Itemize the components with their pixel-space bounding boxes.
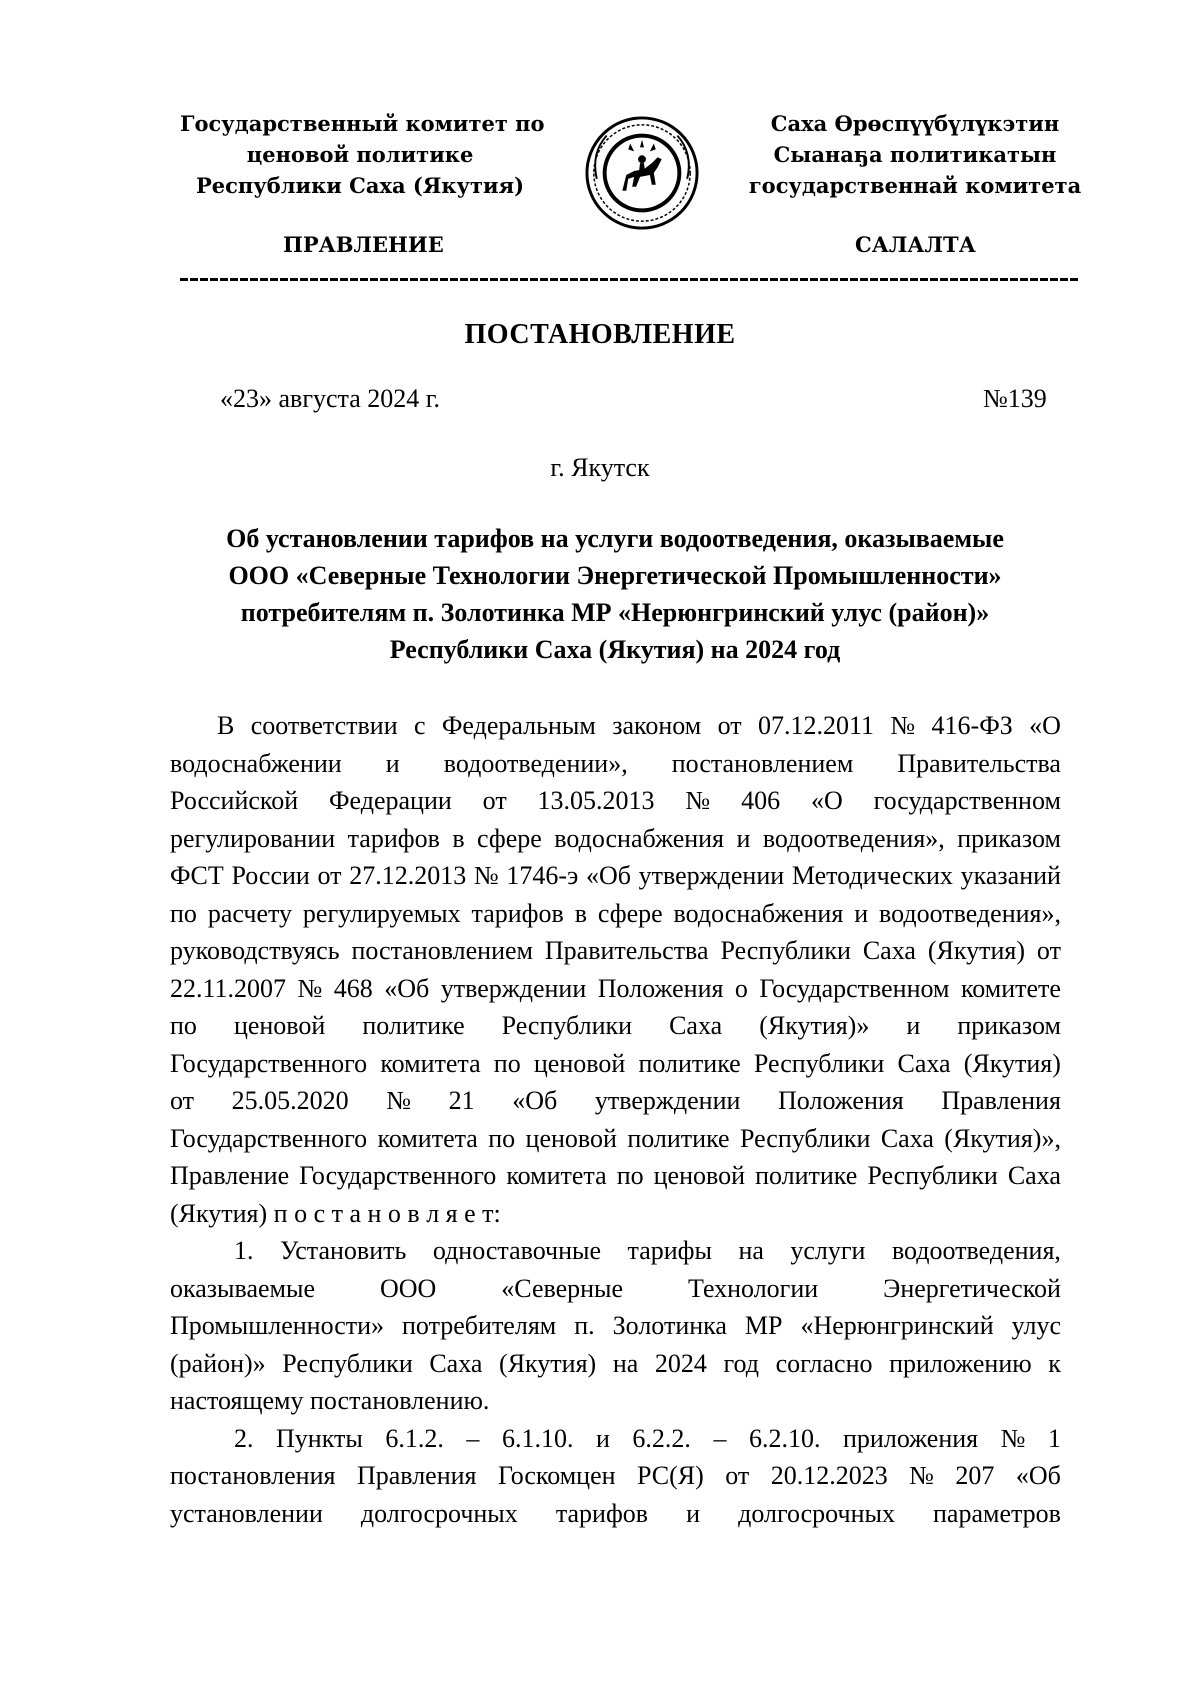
body-word: тарифов [555, 1498, 649, 1528]
body-word: Государственном [759, 973, 950, 1003]
body-word: сфере [597, 898, 663, 928]
body-word: (Якутия) [963, 1048, 1061, 1078]
body-word: год [723, 1348, 760, 1378]
document-city: г. Якутск [550, 453, 650, 482]
body-word: согласно [775, 1348, 873, 1378]
body-word: 468 [333, 973, 373, 1003]
body-word: (Якутия) п о с т а н о в л я е т: [170, 1198, 501, 1228]
body-word: № [297, 973, 323, 1003]
body-word: – [466, 1423, 480, 1453]
body-word: комитете [960, 973, 1061, 1003]
body-word: параметров [933, 1498, 1061, 1528]
body-word: Федеральным [441, 711, 596, 740]
body-word: в [574, 898, 587, 928]
body-word: указаний [960, 861, 1061, 890]
subject-line: потребителям п. Золотинка МР «Нерюнгринский улус (район)» [240, 598, 990, 627]
body-word: постановления [170, 1461, 336, 1490]
coat-of-arms-icon [583, 114, 701, 232]
document-type-title: ПОСТАНОВЛЕНИЕ [464, 319, 736, 350]
document-body [170, 707, 1061, 1532]
body-word: Энергетической [883, 1273, 1061, 1303]
body-word: по [170, 898, 197, 928]
body-line [170, 1232, 1061, 1270]
body-word: комитета [380, 1048, 481, 1078]
body-word: Пункты [276, 1423, 363, 1453]
body-word: приказом [957, 823, 1061, 853]
body-word: 20.12.2023 [770, 1461, 888, 1490]
body-word: 27.12.2013 [349, 861, 467, 890]
body-word: и [385, 748, 400, 778]
body-word: по [616, 1161, 644, 1190]
body-word: политике [627, 1123, 730, 1153]
body-word: Саха [1007, 1161, 1061, 1190]
body-word: «Об [585, 861, 631, 890]
body-line [170, 1195, 1061, 1233]
body-word: от [170, 1086, 195, 1115]
body-word: 21 [448, 1086, 475, 1115]
body-word: государственном [873, 786, 1061, 815]
issuer-line: Сыанаҕа политикатын [773, 142, 1057, 167]
body-word: 2. [234, 1423, 254, 1453]
body-word: п. [574, 1311, 595, 1340]
body-word: установлении [170, 1498, 323, 1528]
body-word: Правление [170, 1161, 290, 1190]
body-word: 1 [1048, 1423, 1061, 1453]
body-word: с [413, 711, 426, 740]
body-word: (район)» [170, 1348, 266, 1378]
body-word: политике [755, 1161, 858, 1190]
body-word: водоснабжения [554, 823, 725, 853]
body-word: комитета [377, 1123, 478, 1153]
body-word: России [231, 861, 310, 890]
body-word: В [217, 711, 235, 740]
body-word: Республики [501, 1011, 633, 1040]
body-word: Республики [720, 936, 851, 965]
body-word: «Нерюнгринский [800, 1311, 994, 1340]
body-word: – [713, 1423, 727, 1453]
body-word: 207 [955, 1461, 995, 1490]
body-word: МР [744, 1311, 783, 1340]
body-word: и [854, 898, 869, 928]
board-label-sakha: САЛАЛТА [855, 232, 976, 257]
body-line [170, 895, 1061, 933]
body-word: ценовой [533, 1048, 626, 1078]
body-line [170, 857, 1061, 895]
body-word: «О [810, 786, 843, 815]
body-line [170, 1307, 1061, 1345]
body-word: «О [1029, 711, 1061, 740]
body-word: улус [1011, 1311, 1061, 1340]
body-word: Республики [753, 1048, 885, 1078]
body-line [170, 1007, 1061, 1045]
body-word: регулируемых [302, 898, 461, 928]
body-word: 1746-э [506, 861, 579, 890]
body-word: 406 [741, 786, 781, 815]
body-word: Республики [867, 1161, 998, 1190]
body-word: Республики [739, 1123, 871, 1153]
body-word: 6.2.10. [748, 1423, 821, 1453]
body-word: Технологии [688, 1273, 819, 1303]
body-word: от [725, 1461, 750, 1490]
body-word: утверждении [440, 973, 587, 1003]
body-word: «Об [1015, 1461, 1061, 1490]
body-word: тарифов [471, 898, 564, 928]
document-date: «23» августа 2024 г. [220, 384, 440, 413]
body-word: водоотведения», [762, 823, 945, 853]
body-word: и [595, 1423, 610, 1453]
body-word: долгосрочных [360, 1498, 518, 1528]
body-word: (Якутия) [499, 1348, 597, 1378]
body-word: № [473, 861, 499, 890]
body-word: Правительства [897, 748, 1061, 778]
body-word: Золотинка [612, 1311, 727, 1340]
issuer-line: Государственный комитет по [180, 111, 545, 136]
body-word: 2024 [654, 1348, 707, 1378]
body-word: Саха [429, 1348, 483, 1378]
subject-line: ООО «Северные Технологии Энергетической Промышленности» [228, 561, 1002, 590]
body-line [170, 1157, 1061, 1195]
body-word: Республики [282, 1348, 413, 1378]
body-word: и [686, 1498, 701, 1528]
body-word: на [612, 1348, 639, 1378]
body-word: водоотведения», [879, 898, 1061, 928]
issuer-name-sakha [735, 108, 1095, 201]
body-line [170, 970, 1061, 1008]
body-word: Установить [279, 1236, 407, 1265]
body-line [170, 1082, 1061, 1120]
body-word: от [1036, 936, 1061, 965]
body-word: к [1048, 1348, 1061, 1378]
document-subject [170, 520, 1060, 668]
body-word: ценовой [653, 1161, 746, 1190]
body-word: тарифы [627, 1236, 712, 1265]
body-word: 6.1.2. [385, 1423, 444, 1453]
body-word: утверждении [638, 861, 785, 890]
subject-line: Республики Саха (Якутия) на 2024 год [389, 635, 841, 664]
body-word: в [452, 823, 465, 853]
body-word: регулировании [170, 823, 336, 853]
body-word: № [909, 1461, 934, 1490]
body-word: ООО [379, 1273, 437, 1303]
issuer-line: государственнай комитета [748, 173, 1082, 198]
body-word: по [493, 1048, 521, 1078]
body-word: 22.11.2007 [170, 973, 287, 1003]
body-word: оказываемые [170, 1273, 315, 1303]
body-word: и [906, 1011, 921, 1040]
header-divider [180, 278, 1080, 281]
body-line [170, 1495, 1061, 1533]
issuer-line: Саха Өрөспүүбүлүкэтин [770, 111, 1060, 136]
body-word: 13.05.2013 [537, 786, 655, 815]
body-word: расчету [207, 898, 293, 928]
body-word: водоотведения, [891, 1236, 1061, 1265]
body-word: РС(Я) [636, 1461, 704, 1490]
body-word: «Об [512, 1086, 558, 1115]
body-word: № [386, 1086, 412, 1115]
body-word: Саха [669, 1011, 723, 1040]
body-word: № [685, 786, 711, 815]
body-word: Саха [897, 1048, 951, 1078]
body-word: тарифов [347, 823, 440, 853]
body-word: на [738, 1236, 764, 1265]
body-word: одноставочные [432, 1236, 602, 1265]
body-word: 416-ФЗ [931, 711, 1013, 740]
body-word: ФСТ [170, 861, 224, 890]
body-word: комитета [506, 1161, 607, 1190]
body-word: Федерации [329, 786, 452, 815]
body-word: законом [612, 711, 702, 740]
body-word: (Якутия) [927, 936, 1025, 965]
body-word: водоснабжения [673, 898, 844, 928]
body-word: водоотведении», [443, 748, 628, 778]
body-line [170, 745, 1061, 783]
body-word: № [1000, 1423, 1026, 1453]
body-word: от [482, 786, 507, 815]
issuer-name-russian [180, 108, 545, 201]
body-word: 6.1.10. [501, 1423, 574, 1453]
body-line [170, 1345, 1061, 1383]
body-word: долгосрочных [738, 1498, 895, 1528]
body-word: (Якутия)», [944, 1123, 1061, 1153]
body-word: от [317, 861, 342, 890]
body-word: Правления [941, 1086, 1061, 1115]
body-word: № [890, 711, 916, 740]
body-word: услуги [790, 1236, 866, 1265]
body-word: утверждении [594, 1086, 741, 1115]
body-word: приказом [957, 1011, 1061, 1040]
body-word: Саха [880, 1123, 934, 1153]
body-word: Госкомцен [497, 1461, 616, 1490]
body-word: по [488, 1123, 516, 1153]
body-word: Государственного [170, 1123, 368, 1153]
body-word: водоснабжении [170, 748, 342, 778]
body-word: соответствии [250, 711, 398, 740]
body-word: Положения [778, 1086, 904, 1115]
body-word: 1. [234, 1236, 254, 1265]
subject-line: Об установлении тарифов на услуги водоотведения, оказываемые [226, 524, 1004, 553]
body-word: политике [362, 1011, 465, 1040]
body-word: «Северные [501, 1273, 624, 1303]
body-word: и [736, 823, 751, 853]
body-word: приложению [889, 1348, 1032, 1378]
body-line [170, 1457, 1061, 1495]
body-word: 07.12.2011 [757, 711, 874, 740]
body-word: потребителям [402, 1311, 557, 1340]
body-line [170, 782, 1061, 820]
body-word: руководствуясь [170, 936, 340, 965]
body-word: сфере [477, 823, 542, 853]
issuer-line: Республики Саха (Якутия) [195, 173, 525, 198]
body-word: «Об [384, 973, 430, 1003]
body-word: ценовой [233, 1011, 326, 1040]
body-line [170, 1270, 1061, 1308]
body-line [170, 820, 1061, 858]
body-word: от [717, 711, 742, 740]
body-word: приложения [843, 1423, 979, 1453]
body-word: Правления [356, 1461, 477, 1490]
body-word: политике [638, 1048, 741, 1078]
body-word: Государственного [299, 1161, 497, 1190]
body-word: Правительства [544, 936, 709, 965]
body-word: Методических [791, 861, 953, 890]
body-line [170, 1120, 1061, 1158]
body-word: Российской [170, 786, 299, 815]
document-number: №139 [983, 384, 1047, 413]
body-word: (Якутия)» [759, 1011, 870, 1040]
body-word: постановлением [671, 748, 854, 778]
body-word: Государственного [170, 1048, 368, 1078]
body-word: ценовой [525, 1123, 617, 1153]
body-word: по [170, 1011, 197, 1040]
body-word: Промышленности» [170, 1311, 385, 1340]
body-line [170, 1045, 1061, 1083]
body-line [170, 707, 1061, 745]
body-word: настоящему постановлению. [170, 1386, 490, 1415]
body-line [170, 932, 1061, 970]
body-word: Положения [597, 973, 724, 1003]
issuer-line: ценовой политике [246, 142, 474, 167]
board-label-russian: ПРАВЛЕНИЕ [283, 232, 444, 257]
body-line [170, 1382, 1061, 1420]
body-word: о [734, 973, 748, 1003]
body-line [170, 1420, 1061, 1458]
body-word: 25.05.2020 [231, 1086, 349, 1115]
body-word: Саха [862, 936, 916, 965]
body-word: постановлением [351, 936, 533, 965]
body-word: 6.2.2. [632, 1423, 691, 1453]
